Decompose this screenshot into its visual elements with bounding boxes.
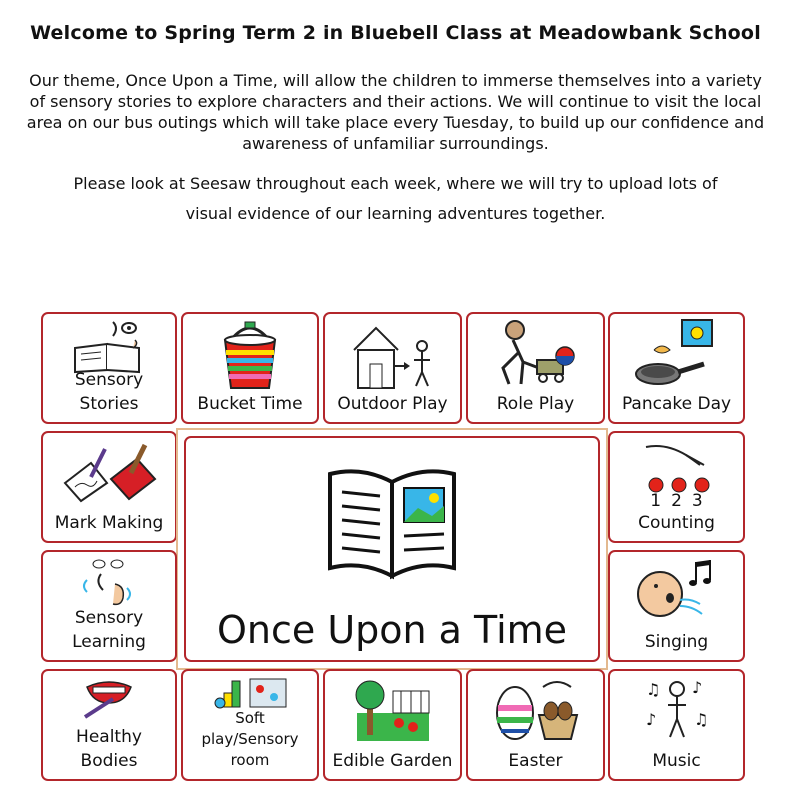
tile-label: Edible Garden <box>332 751 453 771</box>
tile-label: Singing <box>644 632 709 652</box>
tile-label: Bucket Time <box>197 394 303 414</box>
tile-label: Easter <box>508 751 563 771</box>
tile-label-line-1: Sensory <box>74 370 144 390</box>
tile-label: Pancake Day <box>621 394 732 414</box>
tile-label: Mark Making <box>54 513 164 533</box>
tile-label: Music <box>652 751 701 771</box>
tile-label-line-2: play/Sensory <box>201 730 299 748</box>
singing-face-icon <box>632 556 722 622</box>
open-book-icon <box>322 452 462 592</box>
tile-mark-making[interactable] <box>41 431 177 543</box>
tile-label: Outdoor Play <box>337 394 448 414</box>
intro-paragraph: Our theme, Once Upon a Time, will allow the children to immerse themselves into a variety of sensory stories to explore characters and their actions. We will continue to visit the local area on our bus outings which will take place every Tuesday, to build up our confidence and awareness of unfamiliar surroundings. <box>26 71 765 153</box>
tile-counting[interactable] <box>608 431 745 543</box>
tile-label-line-2: Stories <box>79 394 139 414</box>
tile-soft-play[interactable] <box>181 669 319 781</box>
tile-label: Role Play <box>496 394 575 414</box>
music-notes-icon <box>642 675 712 741</box>
digit-1: 1 <box>650 491 672 511</box>
digit-3: 3 <box>691 491 713 511</box>
center-title: Once Upon a Time <box>216 608 568 652</box>
tile-label-line-2: Bodies <box>80 751 138 771</box>
svg-text:♫: ♫ <box>693 710 708 729</box>
seesaw-note-line-2: visual evidence of our learning adventures together. <box>185 204 606 223</box>
tile-label: Counting <box>638 513 715 533</box>
bucket-icon <box>219 320 281 392</box>
garden-icon <box>353 677 433 743</box>
svg-text:♪: ♪ <box>691 678 702 697</box>
easter-eggs-icon <box>491 677 581 743</box>
tile-edible-garden[interactable] <box>323 669 462 781</box>
tile-label-line-1: Sensory <box>74 608 144 628</box>
tile-singing[interactable] <box>608 550 745 662</box>
tile-outdoor-play[interactable] <box>323 312 462 424</box>
tile-label-line-3: room <box>230 751 270 769</box>
role-play-icon <box>493 318 579 388</box>
tile-label-line-2: Learning <box>72 632 146 652</box>
page-title: Welcome to Spring Term 2 in Bluebell Class at Meadowbank School <box>30 22 761 44</box>
seesaw-note-line-1: Please look at Seesaw throughout each week, where we will try to upload lots of <box>73 174 718 193</box>
tile-healthy-bodies[interactable] <box>41 669 177 781</box>
tile-pancake-day[interactable] <box>608 312 745 424</box>
tile-role-play[interactable] <box>466 312 605 424</box>
tile-easter[interactable] <box>466 669 605 781</box>
tile-sensory-stories[interactable] <box>41 312 177 424</box>
senses-icon <box>79 556 139 612</box>
tile-bucket-time[interactable] <box>181 312 319 424</box>
counting-dots-icon <box>632 441 722 493</box>
tile-sensory-learning[interactable] <box>41 550 177 662</box>
house-person-icon <box>350 320 436 390</box>
frying-pan-icon <box>632 318 722 390</box>
tile-label-line-1: Healthy <box>76 727 142 747</box>
pencil-paint-icon <box>61 443 157 503</box>
toothbrush-mouth-icon <box>79 677 139 721</box>
center-feature-tile[interactable] <box>176 428 608 670</box>
digit-2: 2 <box>671 491 692 511</box>
tile-label-line-1: Soft <box>235 709 265 727</box>
tile-music[interactable] <box>608 669 745 781</box>
svg-text:♪: ♪ <box>645 710 656 729</box>
svg-text:♫: ♫ <box>645 680 660 699</box>
sensory-stories-icon <box>69 318 149 374</box>
